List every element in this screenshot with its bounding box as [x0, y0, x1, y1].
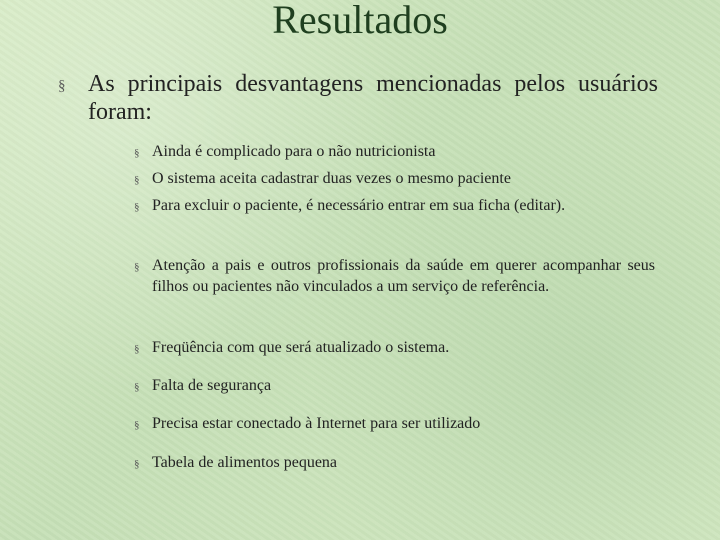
list-item: [134, 141, 655, 164]
bullet-icon: §: [134, 147, 140, 159]
list-item-text: Falta de segurança: [152, 377, 272, 394]
list-item-text: Ainda é complicado para o não nutricionista: [152, 143, 436, 160]
intro-bullet: [58, 70, 658, 126]
list-item: [134, 337, 655, 360]
bullet-icon: §: [134, 458, 140, 470]
list-item: [134, 413, 655, 436]
bullet-icon: §: [134, 419, 140, 431]
bullet-icon: §: [134, 343, 140, 355]
slide-title: Resultados: [272, 0, 448, 42]
bullet-icon: §: [134, 261, 140, 273]
list-item-text: Tabela de alimentos pequena: [152, 454, 338, 471]
list-item-text: Precisa estar conectado à Internet para ser utilizado: [152, 415, 481, 432]
bullet-icon: §: [58, 78, 66, 94]
bullet-icon: §: [134, 381, 140, 393]
list-item-text: Para excluir o paciente, é necessário entrar em sua ficha (editar).: [152, 197, 566, 214]
list-item: [134, 255, 655, 297]
list-item: [134, 375, 655, 398]
intro-text: As principais desvantagens mencionadas pelos usuários foram:: [88, 71, 658, 125]
bullet-icon: §: [134, 174, 140, 186]
list-item: [134, 168, 655, 191]
list-item-text: Atenção a pais e outros profissionais da saúde em querer acompanhar seus filhos ou pacientes não vinculados a um serviço de referência.: [152, 257, 655, 295]
bullet-icon: §: [134, 201, 140, 213]
list-item-text: O sistema aceita cadastrar duas vezes o mesmo paciente: [152, 170, 511, 187]
list-item: [134, 452, 655, 475]
list-item: [134, 195, 655, 218]
list-item-text: Freqüência com que será atualizado o sistema.: [152, 339, 450, 356]
